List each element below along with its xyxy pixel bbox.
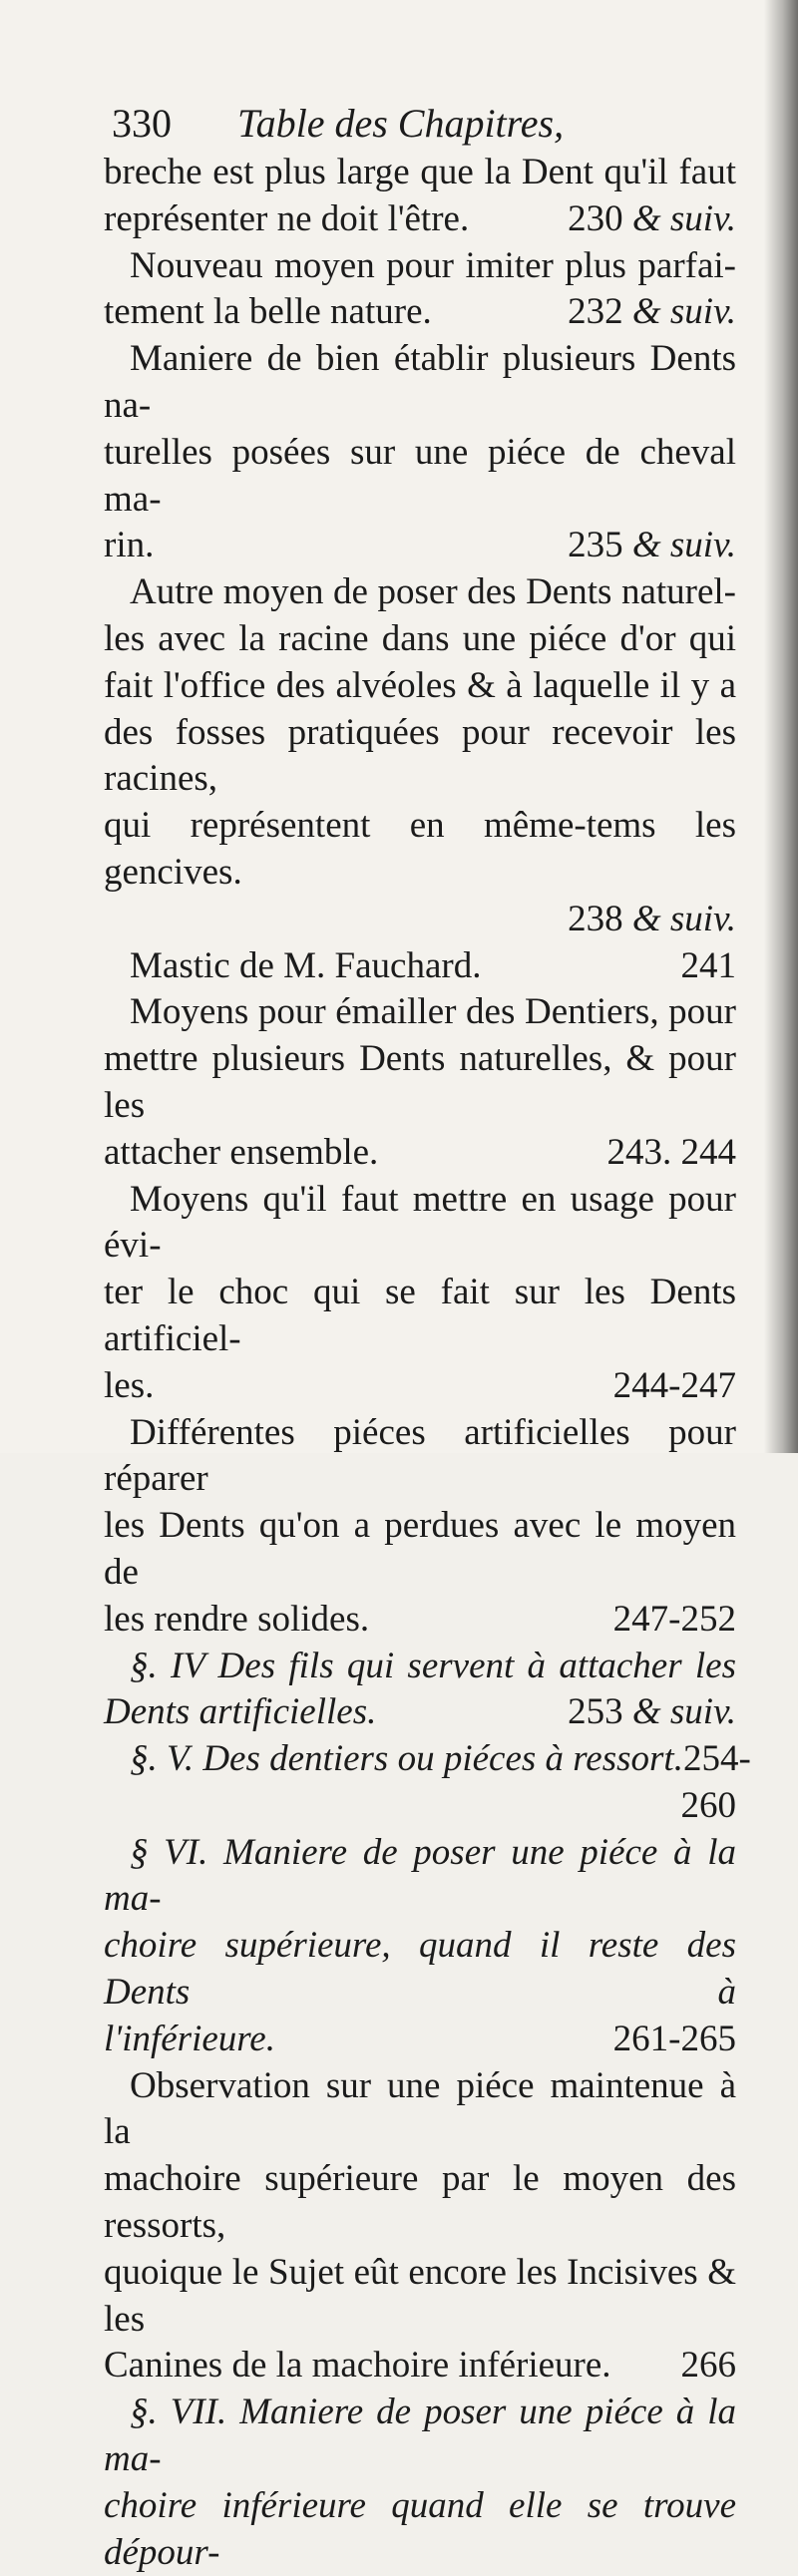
text-line: Nouveau moyen pour imiter plus parfai- [130,244,736,286]
section-heading-line: § VI. Maniere de poser une piéce à la ma- [104,1831,736,1920]
page-reference: 244-247 [612,1364,736,1406]
text-line: Moyens pour émailler des Dentiers, pour [130,991,736,1033]
text-line: choire inférieure quand elle se trouve dépour- [104,2484,736,2573]
toc-entry-line: l'inférieure. 261-265 [104,2017,736,2063]
section-heading-line: §. IV Des fils qui servent à attacher les [130,1645,736,1686]
page-reference: 238 [568,898,623,939]
running-title: Table des Chapitres, [237,101,565,146]
toc-entry-line: les. 244-247 [104,1363,736,1410]
text-line: des fosses pratiquées pour recevoir les racines, [104,711,736,800]
text-line: mettre plusieurs Dents naturelles, & pour les [104,1038,736,1126]
section-heading-line: §. V. Des dentiers ou piéces à ressort. 254- [104,1736,736,1783]
text-line: ter le choc qui se fait sur les Dents artificiel- [104,1272,736,1359]
text-line: Observation sur une piéce maintenue à la [104,2064,736,2153]
toc-entry-line: Canines de la machoire inférieure. 266 [104,2343,736,2390]
page-reference: 254- [682,1738,751,1780]
toc-entry-line: représenter ne doit l'être. 230 & suiv. [104,197,736,239]
page-gutter-shadow [764,0,798,1453]
text-line: machoire supérieure par le moyen des ressorts, [104,2158,736,2247]
page-reference: 241 [680,944,736,986]
toc-entry-line: tement la belle nature. 232 & suiv. [104,291,736,333]
text-line: qui représentent en même-tems les gencives. [104,805,736,893]
page-reference: 243. 244 [606,1131,736,1173]
page-header [112,96,750,152]
text-line: Différentes piéces artificielles pour réparer [104,1411,736,1500]
page-number: 330 [112,101,172,146]
text-line: Autre moyen de poser des Dents naturel- [130,571,736,613]
text-line: turelles posées sur une piéce de cheval ma- [104,431,736,520]
text-line: Moyens qu'il faut mettre en usage pour évi- [104,1178,736,1267]
page-reference: 235 [568,525,623,566]
page-reference: 247-252 [612,1598,736,1640]
section-heading-line: §. VII. Maniere de poser une piéce à la ma- [104,2392,736,2480]
text-line: quoique le Sujet eût encore les Incisives & les [104,2251,736,2340]
page-reference: 260 [680,1784,736,1826]
page-reference: 261-265 [612,2018,736,2059]
toc-entry-line: rin. 235 & suiv. [104,525,736,566]
page-reference: 266 [680,2345,736,2387]
toc-entry-line: 238 & suiv. [568,898,736,939]
page-reference: 232 [568,291,623,333]
table-of-contents-text [104,150,751,2576]
text-line: choire supérieure, quand il reste des Dents à [104,1925,736,2014]
toc-entry-line: attacher ensemble. 243. 244 [104,1130,736,1177]
text-line: les avec la racine dans une piéce d'or qui [104,617,736,659]
text-line: Maniere de bien établir plusieurs Dents na- [104,338,736,426]
text-line: les Dents qu'on a perdues avec le moyen de [104,1505,736,1593]
page-reference: 230 [568,197,623,239]
toc-entry-line: Dents artificielles. 253 & suiv. [104,1691,736,1733]
toc-entry-line: les rendre solides. 247-252 [104,1597,736,1644]
text-line: fait l'office des alvéoles & à laquelle il y a [104,664,736,706]
page-reference: 253 [568,1691,623,1733]
text-line: breche est plus large que la Dent qu'il faut [104,152,736,192]
toc-entry-line: Mastic de M. Fauchard. 241 [104,943,736,990]
toc-entry-line [104,1783,736,1830]
